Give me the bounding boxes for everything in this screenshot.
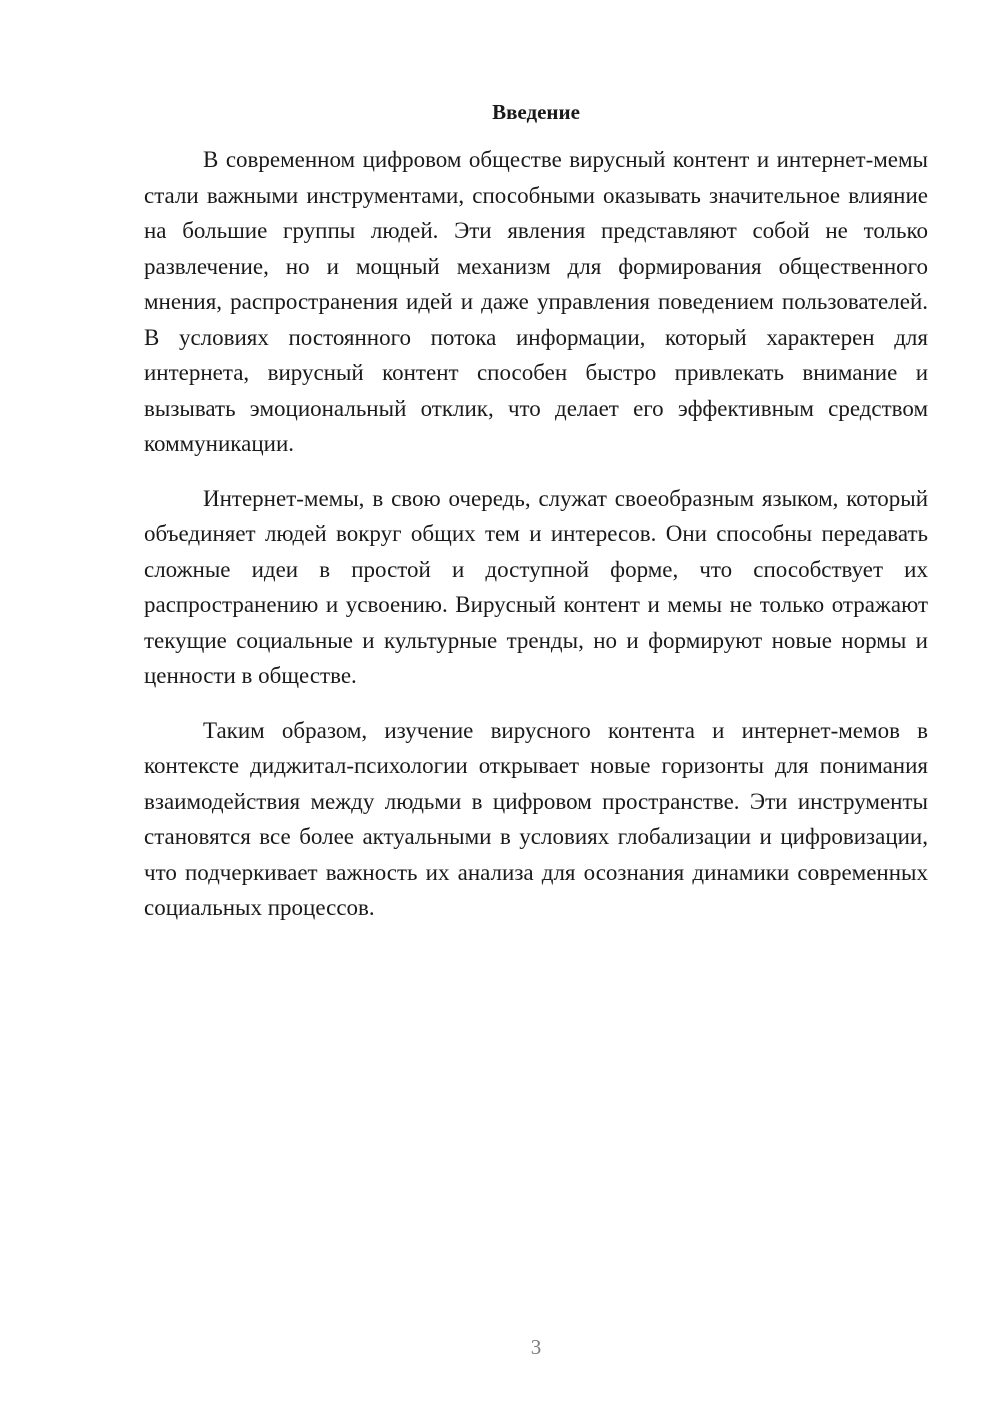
section-heading: Введение <box>492 100 580 124</box>
paragraph-1: В современном цифровом обществе вирусный контент и интернет-мемы стали важными инструментами, способными оказывать значительное влияние на большие группы людей. Эти явления представляют собой не только развлечение, но и мощный механизм для формирования общественного мнения, распространения идей и даже управления поведением пользователей. В условиях постоянного потока информации, который характерен для интернета, вирусный контент способен быстро привлекать внимание и вызывать эмоциональный отклик, что делает его эффективным средством коммуникации. <box>144 147 928 456</box>
paragraph-2: Интернет-мемы, в свою очередь, служат своеобразным языком, который объединяет людей вокруг общих тем и интересов. Они способны передавать сложные идеи в простой и доступной форме, что способствует их распространению и усвоению. Вирусный контент и мемы не только отражают текущие социальные и культурные тренды, но и формируют новые нормы и ценности в обществе. <box>144 485 928 688</box>
paragraph-3: Таким образом, изучение вирусного контента и интернет-мемов в контексте диджитал-психологии открывает новые горизонты для понимания взаимодействия между людьми в цифровом пространстве. Эти инструменты становятся все более актуальными в условиях глобализации и цифровизации, что подчеркивает важность их анализа для осознания динамики современных социальных процессов. <box>144 717 928 920</box>
page-number: 3 <box>530 1335 542 1359</box>
body-text <box>144 142 928 945</box>
